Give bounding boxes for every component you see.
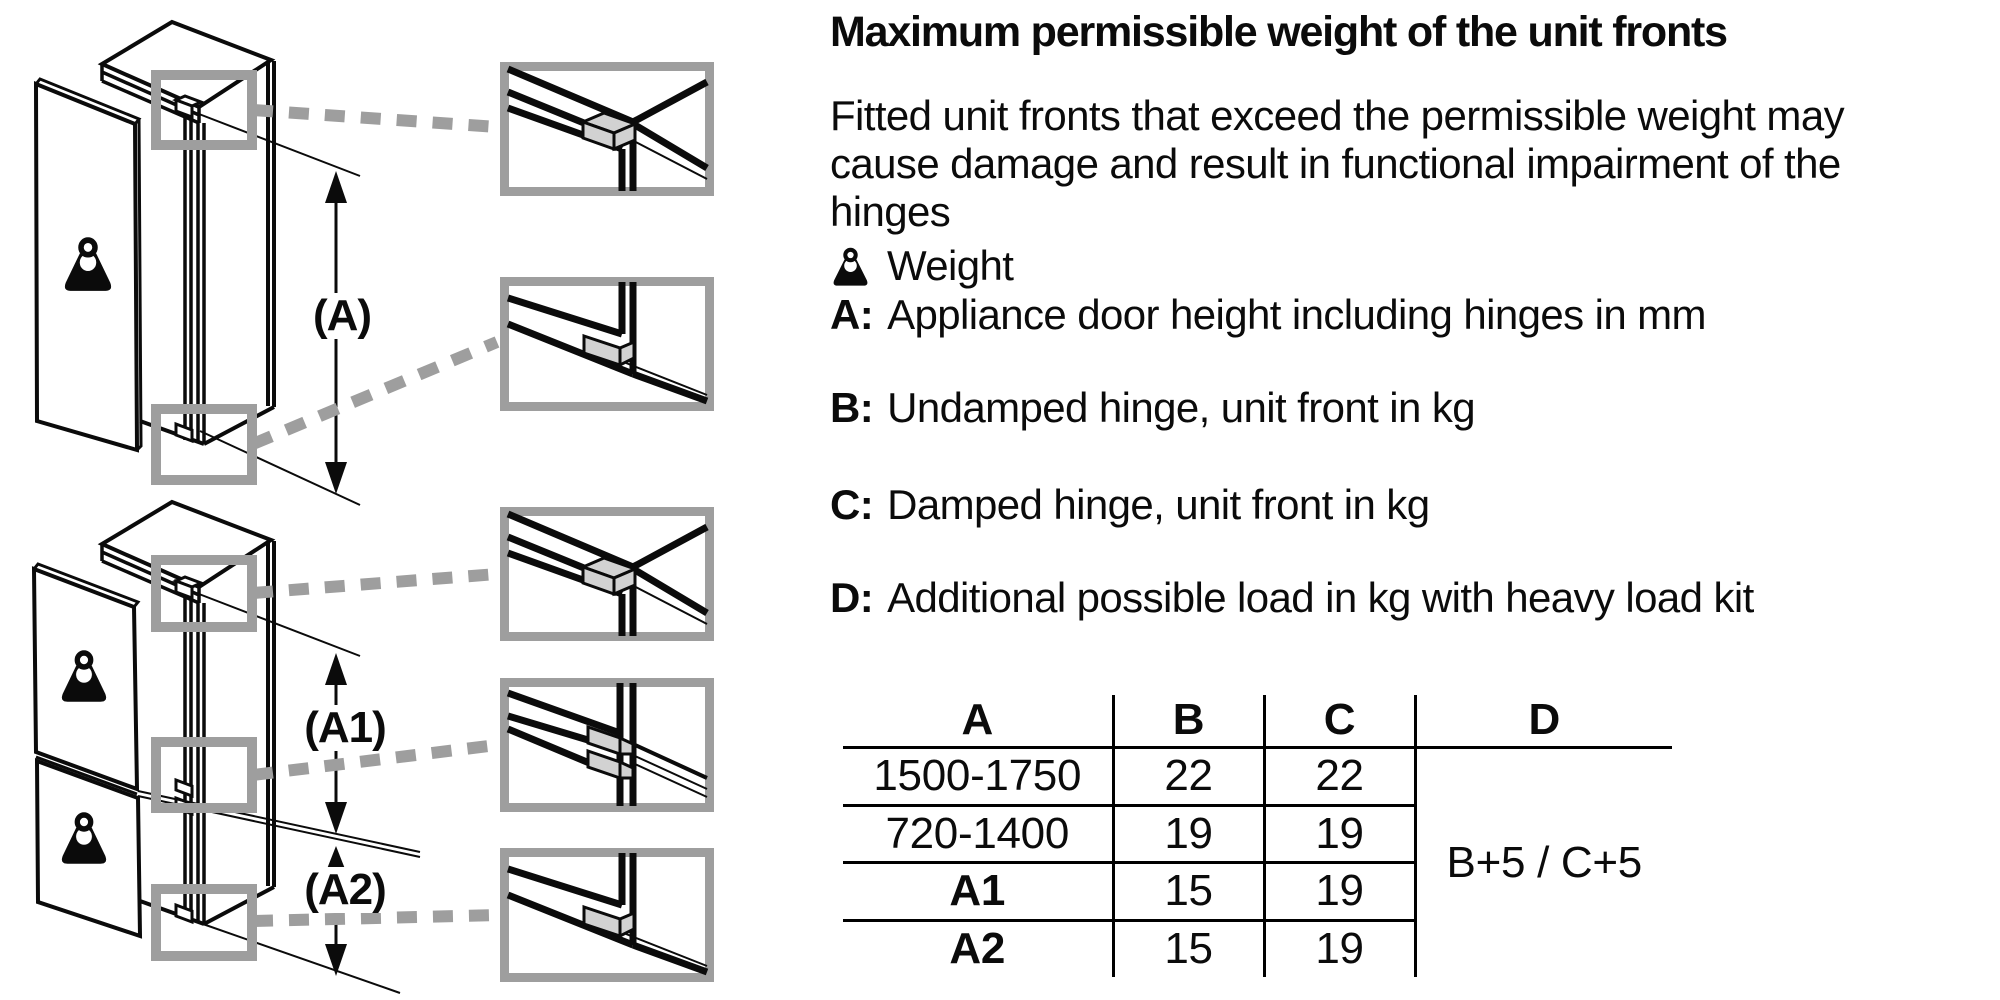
cell-b-3: 15 bbox=[1113, 920, 1264, 977]
detail-connectors bbox=[253, 110, 497, 921]
intro-line-1: Fitted unit fronts that exceed the permissible weight may bbox=[830, 92, 1844, 139]
table-row bbox=[843, 747, 1672, 805]
legend-key-d: D: bbox=[830, 574, 874, 621]
header-d: D bbox=[1415, 695, 1672, 747]
legend-text-b: Undamped hinge, unit front in kg bbox=[887, 384, 1475, 431]
hinge-detail-box-1 bbox=[505, 67, 710, 192]
cell-a-2: A1 bbox=[843, 862, 1113, 920]
intro-paragraph bbox=[830, 92, 1844, 236]
single-door-unit bbox=[36, 22, 360, 505]
dimension-label-a: (A) bbox=[308, 293, 376, 339]
header-c: C bbox=[1264, 695, 1415, 747]
cell-a-0: 1500-1750 bbox=[843, 747, 1113, 805]
legend-item-a bbox=[830, 291, 1706, 339]
weight-table bbox=[843, 695, 1672, 977]
header-b: B bbox=[1113, 695, 1264, 747]
legend-item-d bbox=[830, 574, 1754, 622]
hinge-detail-box-5 bbox=[505, 853, 710, 978]
table-header-row bbox=[843, 695, 1672, 747]
installation-diagram bbox=[0, 0, 780, 1000]
legend-weight-label: Weight bbox=[887, 242, 1014, 289]
cell-d-merged: B+5 / C+5 bbox=[1415, 747, 1672, 977]
header-a: A bbox=[843, 695, 1113, 747]
weight-icon bbox=[832, 246, 869, 288]
cell-c-1: 19 bbox=[1264, 805, 1415, 862]
legend-text-d: Additional possible load in kg with heavy load kit bbox=[887, 574, 1754, 621]
legend-key-a: A: bbox=[830, 291, 874, 338]
cell-b-1: 19 bbox=[1113, 805, 1264, 862]
legend-text-a: Appliance door height including hinges in mm bbox=[887, 291, 1706, 338]
cell-b-2: 15 bbox=[1113, 862, 1264, 920]
page-title: Maximum permissible weight of the unit fronts bbox=[830, 8, 1727, 56]
legend-item-c bbox=[830, 481, 1429, 529]
intro-line-2: cause damage and result in functional impairment of the bbox=[830, 140, 1841, 187]
hinge-detail-box-4 bbox=[505, 683, 710, 808]
cell-a-3: A2 bbox=[949, 924, 1006, 974]
legend-weight-row bbox=[832, 244, 1013, 288]
hinge-detail-box-3 bbox=[505, 512, 710, 637]
cell-c-2: 19 bbox=[1264, 862, 1415, 920]
legend-key-c: C: bbox=[830, 481, 874, 528]
hinge-detail-box-2 bbox=[505, 282, 710, 407]
intro-line-3: hinges bbox=[830, 188, 951, 235]
legend-key-b: B: bbox=[830, 384, 874, 431]
cell-c-3: 19 bbox=[1264, 920, 1415, 977]
dimension-label-a1: (A1) bbox=[299, 705, 391, 751]
legend-item-b bbox=[830, 384, 1475, 432]
cell-b-0: 22 bbox=[1113, 747, 1264, 805]
legend-text-c: Damped hinge, unit front in kg bbox=[887, 481, 1430, 528]
cell-a-1: 720-1400 bbox=[843, 805, 1113, 862]
cell-c-0: 22 bbox=[1264, 747, 1415, 805]
dimension-label-a2: (A2) bbox=[299, 867, 391, 913]
